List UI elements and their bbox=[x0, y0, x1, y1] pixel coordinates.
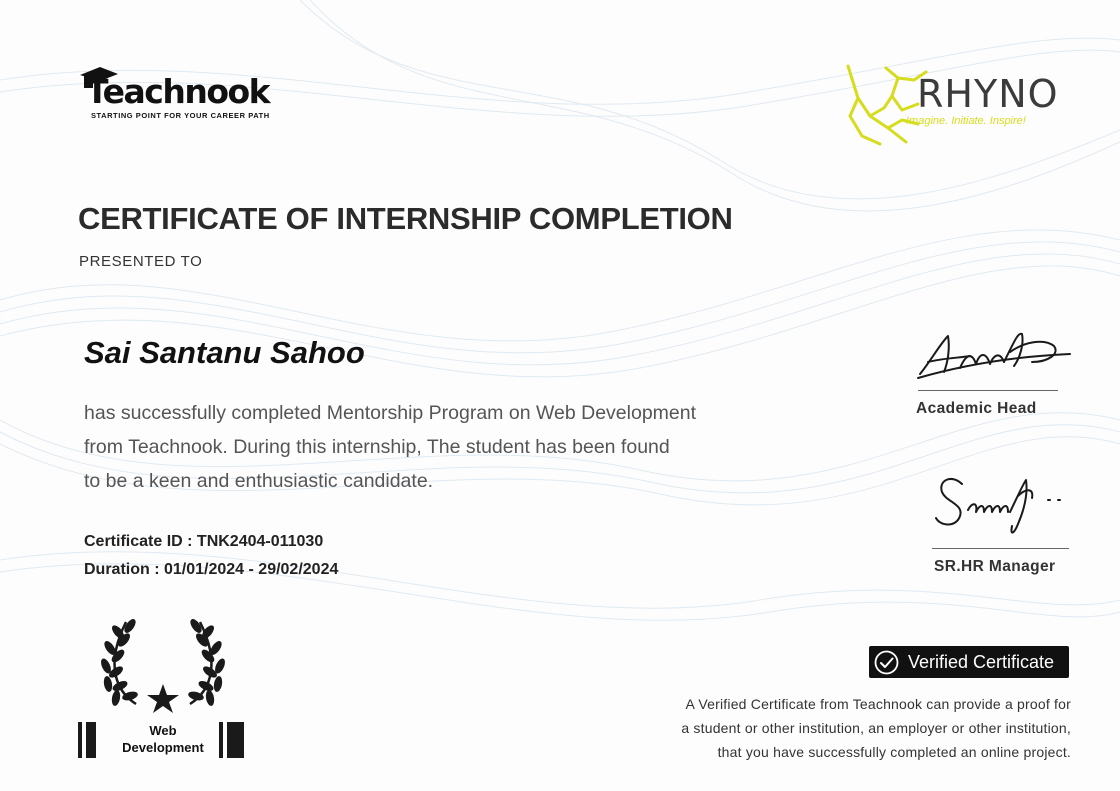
signature-line bbox=[932, 548, 1069, 549]
verification-note bbox=[590, 692, 1071, 764]
recipient-name: Sai Santanu Sahoo bbox=[84, 335, 365, 370]
statement-line: has successfully completed Mentorship Program on Web Development bbox=[84, 402, 697, 424]
verified-certificate-badge bbox=[869, 646, 1069, 678]
certificate-id: Certificate ID : TNK2404-011030 bbox=[84, 533, 324, 550]
presented-to-label: PRESENTED TO bbox=[79, 253, 203, 270]
note-line: a student or other institution, an employer or other institution, bbox=[681, 720, 1071, 736]
web-development-badge bbox=[78, 618, 248, 760]
completion-statement bbox=[84, 396, 764, 498]
badge-line: Web bbox=[149, 723, 177, 738]
badge-line: Development bbox=[122, 740, 204, 755]
rhyno-tagline: Imagine. Initiate. Inspire! bbox=[906, 115, 1026, 127]
rhyno-wordmark: RHYNO bbox=[917, 72, 1059, 116]
note-line: A Verified Certificate from Teachnook can provide a proof for bbox=[685, 696, 1071, 712]
signature-line bbox=[918, 390, 1058, 391]
rhyno-logo bbox=[840, 58, 1070, 150]
note-line: that you have successfully completed an online project. bbox=[717, 744, 1071, 760]
badge-label bbox=[108, 722, 218, 756]
teachnook-wordmark: Teachnook bbox=[86, 72, 270, 111]
certificate-title: CERTIFICATE OF INTERNSHIP COMPLETION bbox=[78, 201, 733, 236]
check-circle-icon bbox=[874, 650, 899, 675]
certificate-duration: Duration : 01/01/2024 - 29/02/2024 bbox=[84, 561, 339, 578]
hr-manager-signature bbox=[930, 470, 1075, 540]
teachnook-tagline: STARTING POINT FOR YOUR CAREER PATH bbox=[91, 111, 270, 120]
academic-head-signature bbox=[914, 322, 1074, 384]
academic-head-label: Academic Head bbox=[916, 400, 1037, 417]
teachnook-logo bbox=[78, 64, 303, 124]
statement-line: from Teachnook. During this internship, The student has been found bbox=[84, 436, 670, 458]
verified-label: Verified Certificate bbox=[908, 652, 1055, 672]
statement-line: to be a keen and enthusiastic candidate. bbox=[84, 470, 434, 492]
hr-manager-label: SR.HR Manager bbox=[934, 558, 1056, 575]
